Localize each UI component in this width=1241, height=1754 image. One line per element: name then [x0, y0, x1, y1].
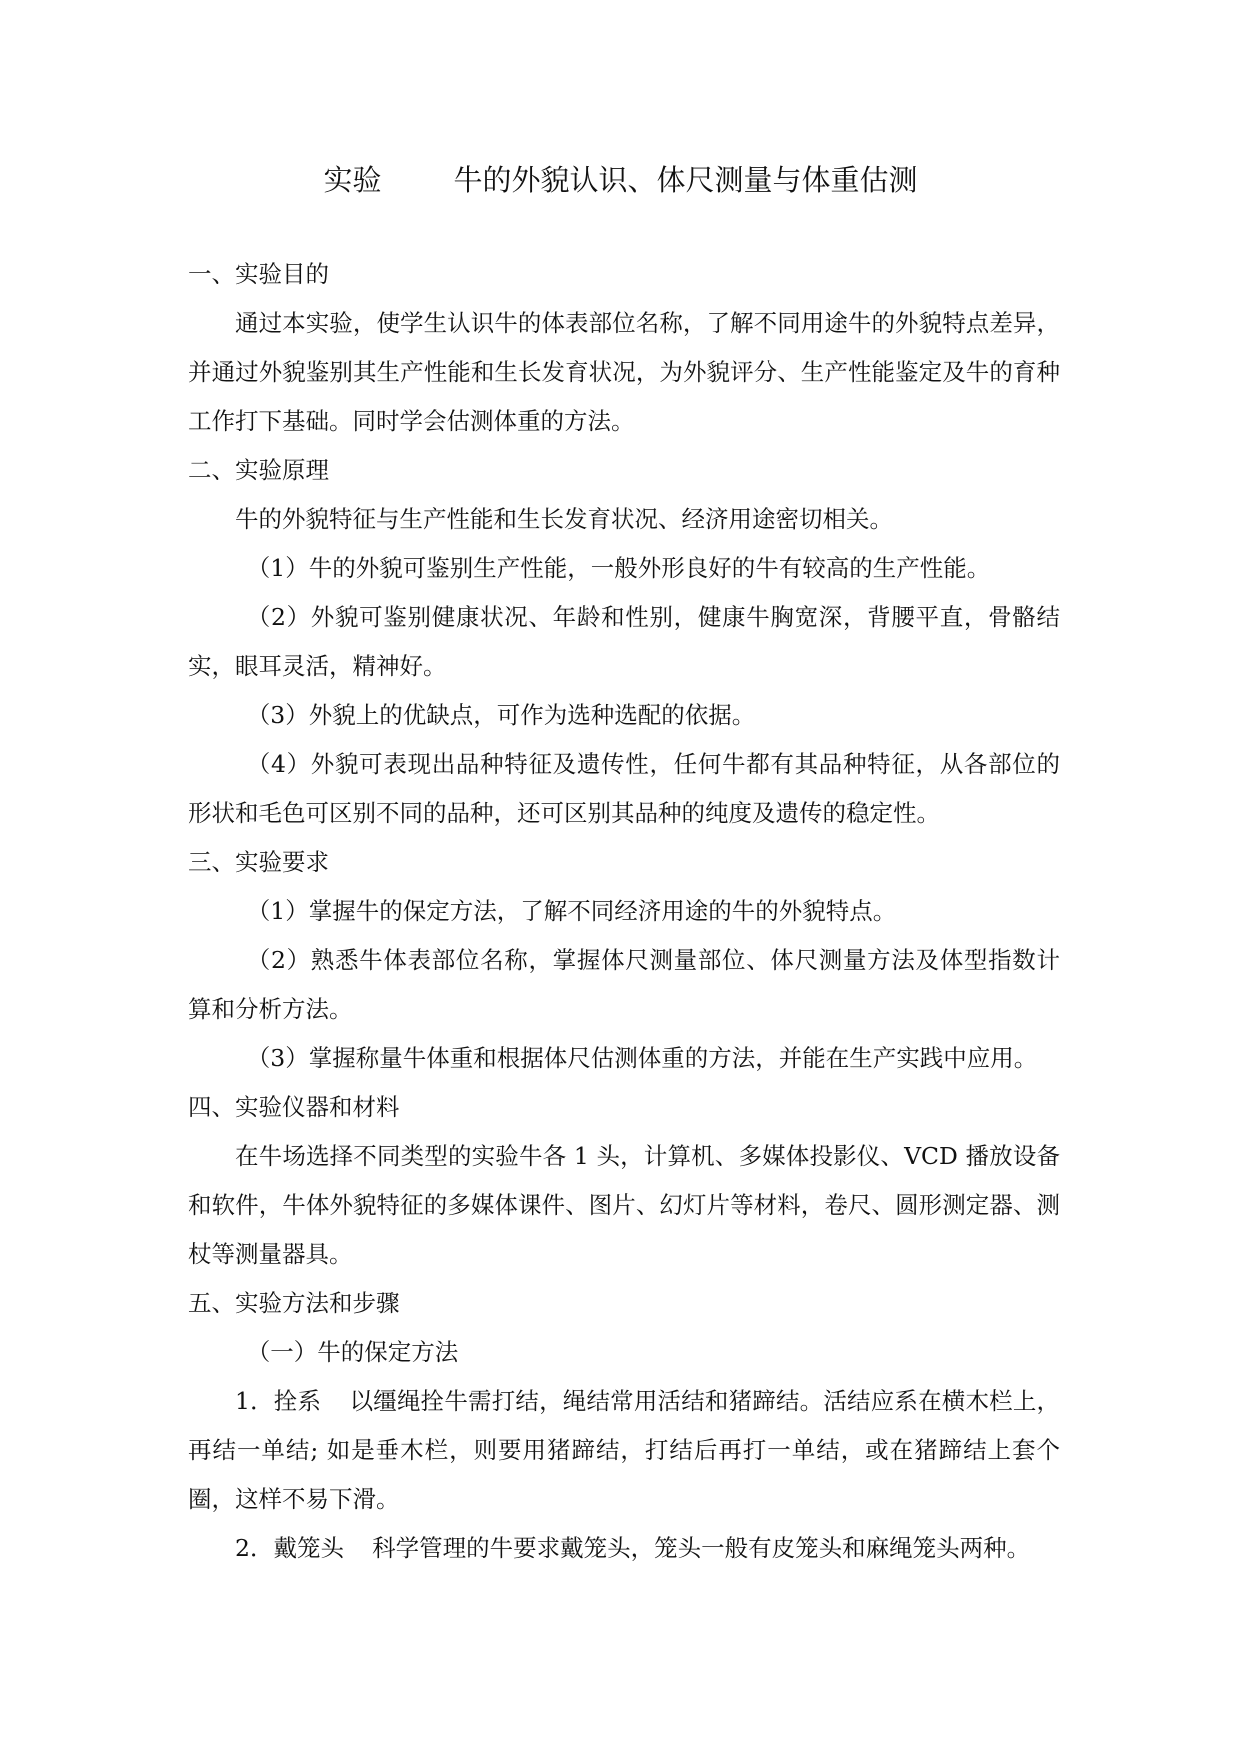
section-heading: 一、实验目的	[188, 260, 329, 288]
list-item: （1）牛的外貌可鉴别生产性能，一般外形良好的牛有较高的生产性能。	[246, 554, 991, 582]
document-body	[188, 250, 1060, 1573]
list-item: （3）外貌上的优缺点，可作为选种选配的依据。	[246, 701, 756, 729]
list-item: （1）掌握牛的保定方法，了解不同经济用途的牛的外貌特点。	[246, 897, 897, 925]
subsection-heading: （一）牛的保定方法	[246, 1338, 459, 1366]
list-item: （2）外貌可鉴别健康状况、年龄和性别，健康牛胸宽深，背腰平直，骨骼结实，眼耳灵活，精神好。	[188, 603, 1060, 680]
section-heading: 二、实验原理	[188, 456, 329, 484]
paragraph: 牛的外貌特征与生产性能和生长发育状况、经济用途密切相关。	[235, 505, 893, 533]
list-item: （2）熟悉牛体表部位名称，掌握体尺测量部位、体尺测量方法及体型指数计算和分析方法。	[188, 946, 1060, 1023]
paragraph: 在牛场选择不同类型的实验牛各 1 头，计算机、多媒体投影仪、VCD 播放设备和软件，牛体外貌特征的多媒体课件、图片、幻灯片等材料，卷尺、圆形测定器、测杖等测量器具。	[188, 1142, 1060, 1268]
step-paragraph	[188, 1377, 1060, 1524]
title-left: 实验	[323, 163, 382, 197]
step-text: 以缰绳拴牛需打结，绳结常用活结和猪蹄结。活结应系在横木栏上，再结一单结; 如是垂木栏，则要用猪蹄结，打结后再打一单结，或在猪蹄结上套个圈，这样不易下滑。	[188, 1387, 1061, 1513]
page-title	[0, 160, 1241, 200]
paragraph: 通过本实验，使学生认识牛的体表部位名称，了解不同用途牛的外貌特点差异，并通过外貌鉴别其生产性能和生长发育状况，为外貌评分、生产性能鉴定及牛的育种工作打下基础。同时学会估测体重的方法。	[188, 309, 1060, 435]
step-label: 1．拴系	[235, 1387, 322, 1415]
section-heading: 三、实验要求	[188, 848, 329, 876]
step-text: 科学管理的牛要求戴笼头，笼头一般有皮笼头和麻绳笼头两种。	[372, 1534, 1031, 1562]
list-item: （4）外貌可表现出品种特征及遗传性，任何牛都有其品种特征，从各部位的形状和毛色可区别不同的品种，还可区别其品种的纯度及遗传的稳定性。	[188, 750, 1060, 827]
step-paragraph	[188, 1524, 1060, 1573]
section-heading: 四、实验仪器和材料	[188, 1093, 400, 1121]
section-heading: 五、实验方法和步骤	[188, 1289, 400, 1317]
title-right: 牛的外貌认识、体尺测量与体重估测	[453, 163, 918, 197]
list-item: （3）掌握称量牛体重和根据体尺估测体重的方法，并能在生产实践中应用。	[246, 1044, 1038, 1072]
step-label: 2．戴笼头	[235, 1534, 344, 1562]
